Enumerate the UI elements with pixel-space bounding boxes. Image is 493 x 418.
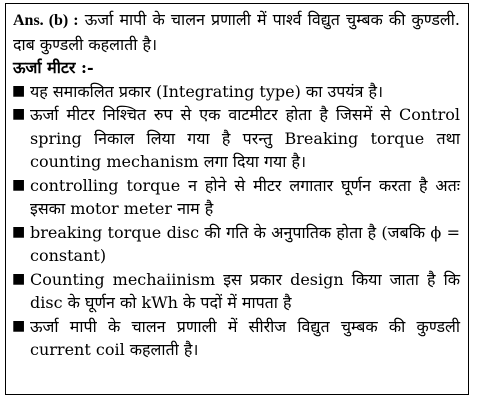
- list-item: [13, 268, 460, 315]
- list-item: [13, 174, 460, 221]
- list-item-text: ऊर्जा मापी के चालन प्रणाली में सीरीज विद्युत चुम्बक की कुण्डली current coil कहलाती है।: [30, 316, 460, 359]
- bullet-list: [13, 80, 460, 362]
- square-bullet-icon: ■: [12, 317, 26, 334]
- list-item: [13, 315, 460, 362]
- square-bullet-icon: ■: [12, 176, 26, 193]
- square-bullet-icon: ■: [12, 82, 26, 99]
- list-item-text: controlling torque न होने से मीटर लगातार घूर्णन करता है अतः इसका motor meter नाम है: [30, 175, 460, 218]
- list-item-text: ऊर्जा मीटर निश्चित रुप से एक वाटमीटर होता है जिसमें से Control spring निकाल लिया गया है परन्तु Breaking torque तथा counting mechanism लगा दिया गया है।: [30, 105, 460, 171]
- answer-box: [5, 3, 469, 395]
- answer-text: ऊर्जा मापी के चालन प्रणाली में पार्श्व विद्युत चुम्बक की कुण्डली. दाब कुण्डली कहलाती है।: [13, 10, 461, 54]
- list-item-text: Counting mechaiinism इस प्रकार design किया जाता है कि disc के घूर्णन को kWh के पदों में मापता है: [30, 269, 460, 312]
- answer-label: Ans. (b) :: [13, 12, 79, 29]
- list-item: [13, 221, 460, 268]
- list-item-text: breaking torque disc की गति के अनुपातिक होता है (जबकि ϕ = constant): [30, 222, 460, 265]
- square-bullet-icon: ■: [12, 223, 26, 240]
- list-item: [13, 80, 460, 104]
- answer-paragraph: [13, 8, 460, 56]
- list-item-text: यह समाकलित प्रकार (Integrating type) का उपयंत्र है।: [30, 81, 384, 101]
- list-item: [13, 103, 460, 174]
- square-bullet-icon: ■: [12, 106, 26, 122]
- square-bullet-icon: ■: [12, 270, 26, 287]
- section-heading: ऊर्जा मीटर :-: [13, 58, 94, 77]
